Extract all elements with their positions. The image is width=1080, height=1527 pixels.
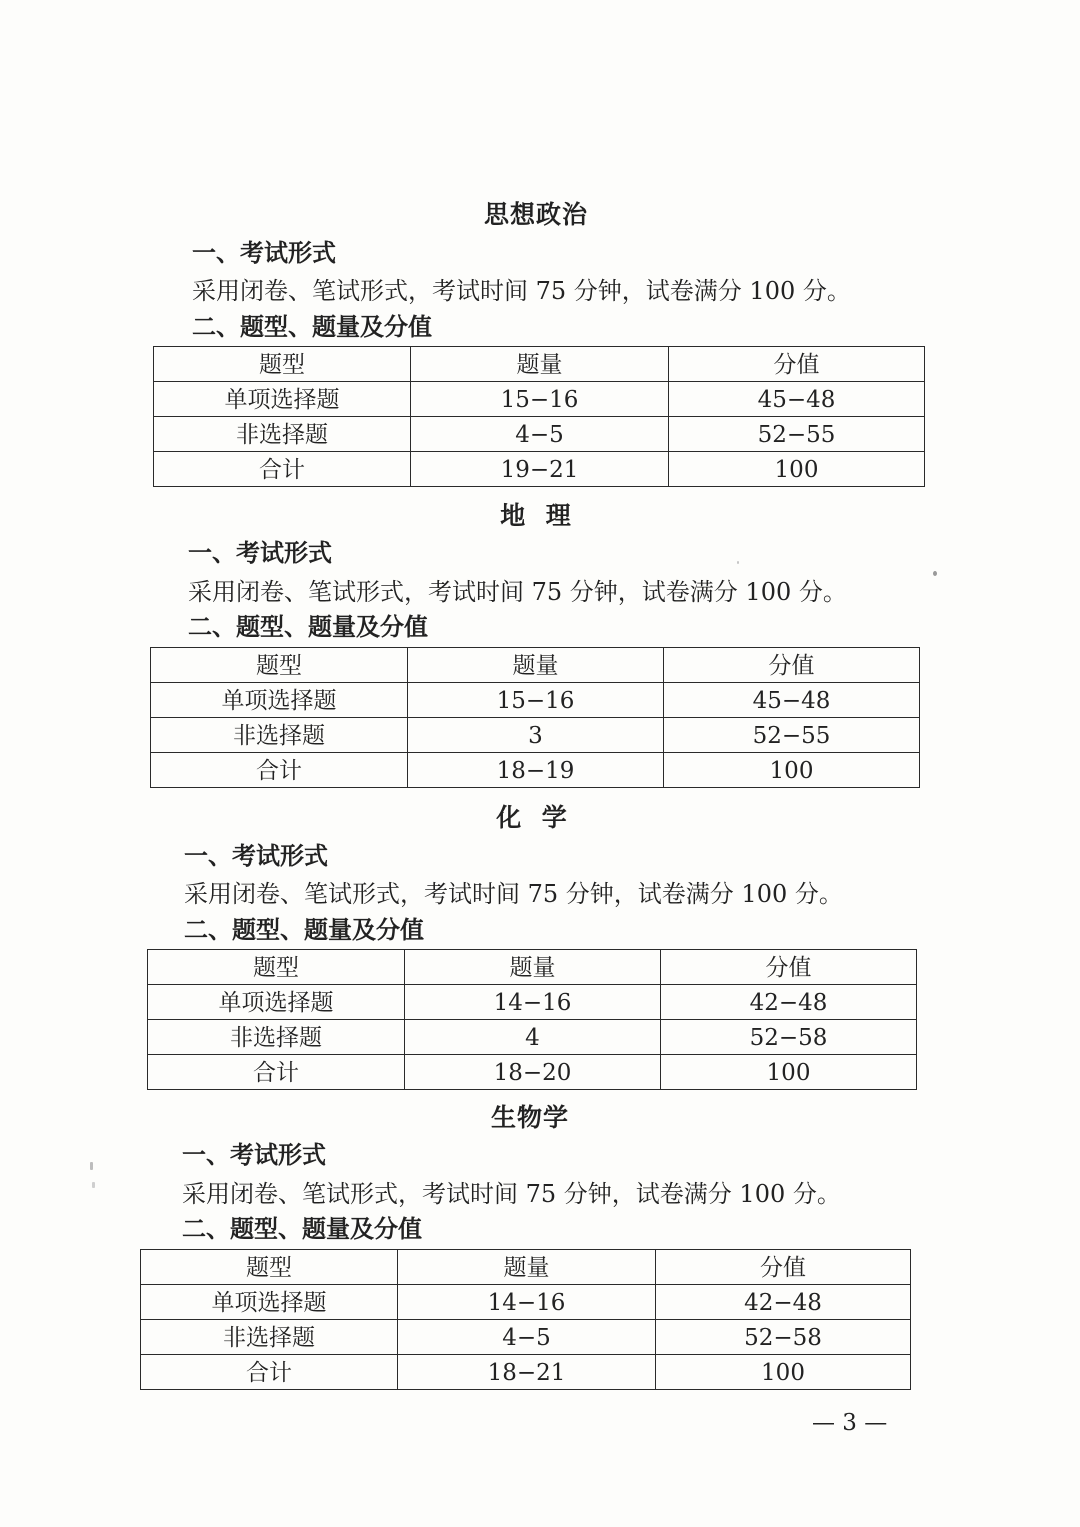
header-cell-count: 题量: [411, 347, 669, 382]
score-table: [140, 1249, 911, 1390]
header-cell-score: 分值: [661, 950, 917, 985]
table-cell: 100: [664, 753, 920, 788]
table-cell: 52−58: [656, 1320, 911, 1355]
score-table: [150, 647, 920, 788]
table-cell: 非选择题: [141, 1320, 398, 1355]
table-cell: 非选择题: [148, 1020, 405, 1055]
table-row: [151, 683, 920, 718]
subject-title: 生物学: [490, 1103, 569, 1132]
header-cell-score: 分值: [669, 347, 925, 382]
exam-format-text: 采用闭卷、笔试形式，考试时间 75 分钟，试卷满分 100 分。: [188, 578, 847, 606]
header-cell-type: 题型: [141, 1250, 398, 1285]
table-row: [148, 1055, 917, 1090]
table-cell: 52−58: [661, 1020, 917, 1055]
table-cell: 非选择题: [151, 718, 408, 753]
page-number: — 3 —: [812, 1410, 888, 1436]
table-cell: 4−5: [398, 1320, 656, 1355]
header-cell-count: 题量: [405, 950, 661, 985]
subject-title: 思想政治: [483, 200, 588, 229]
table-row: [141, 1285, 911, 1320]
table-cell: 100: [656, 1355, 911, 1390]
table-cell: 45−48: [664, 683, 920, 718]
table-cell: 4−5: [411, 417, 669, 452]
exam-format-heading: 一、考试形式: [188, 539, 332, 567]
subject-title: 地 理: [500, 501, 572, 530]
table-row: [148, 985, 917, 1020]
exam-format-text: 采用闭卷、笔试形式，考试时间 75 分钟，试卷满分 100 分。: [182, 1180, 841, 1208]
table-header-row: [141, 1250, 911, 1285]
subject-title: 化 学: [496, 803, 568, 832]
question-types-heading: 二、题型、题量及分值: [188, 613, 428, 641]
table-cell: 100: [661, 1055, 917, 1090]
table-cell: 4: [405, 1020, 661, 1055]
scan-speck: [90, 1162, 93, 1170]
table-header-row: [154, 347, 925, 382]
table-row: [148, 1020, 917, 1055]
question-types-heading: 二、题型、题量及分值: [184, 916, 424, 944]
table-cell: 15−16: [408, 683, 664, 718]
scan-speck: [92, 1182, 95, 1188]
table-cell: 单项选择题: [141, 1285, 398, 1320]
table-cell: 合计: [154, 452, 411, 487]
table-cell: 52−55: [664, 718, 920, 753]
header-cell-type: 题型: [151, 648, 408, 683]
table-cell: 合计: [151, 753, 408, 788]
scan-speck: [933, 571, 937, 576]
exam-format-text: 采用闭卷、笔试形式，考试时间 75 分钟，试卷满分 100 分。: [184, 880, 843, 908]
exam-format-heading: 一、考试形式: [182, 1141, 326, 1169]
table-row: [141, 1320, 911, 1355]
score-table: [153, 346, 925, 487]
table-cell: 45−48: [669, 382, 925, 417]
header-cell-score: 分值: [664, 648, 920, 683]
table-cell: 14−16: [405, 985, 661, 1020]
table-cell: 18−20: [405, 1055, 661, 1090]
score-table: [147, 949, 917, 1090]
table-cell: 18−21: [398, 1355, 656, 1390]
table-row: [151, 718, 920, 753]
header-cell-type: 题型: [148, 950, 405, 985]
table-row: [154, 417, 925, 452]
table-header-row: [151, 648, 920, 683]
table-cell: 15−16: [411, 382, 669, 417]
exam-format-heading: 一、考试形式: [192, 239, 336, 267]
exam-format-heading: 一、考试形式: [184, 842, 328, 870]
table-cell: 单项选择题: [151, 683, 408, 718]
table-cell: 3: [408, 718, 664, 753]
table-row: [151, 753, 920, 788]
table-cell: 14−16: [398, 1285, 656, 1320]
table-cell: 19−21: [411, 452, 669, 487]
header-cell-score: 分值: [656, 1250, 911, 1285]
table-row: [141, 1355, 911, 1390]
header-cell-count: 题量: [398, 1250, 656, 1285]
table-header-row: [148, 950, 917, 985]
header-cell-count: 题量: [408, 648, 664, 683]
table-cell: 42−48: [656, 1285, 911, 1320]
table-cell: 合计: [141, 1355, 398, 1390]
question-types-heading: 二、题型、题量及分值: [192, 313, 432, 341]
table-row: [154, 382, 925, 417]
question-types-heading: 二、题型、题量及分值: [182, 1215, 422, 1243]
table-cell: 52−55: [669, 417, 925, 452]
table-cell: 非选择题: [154, 417, 411, 452]
table-cell: 单项选择题: [148, 985, 405, 1020]
scan-speck: [737, 561, 739, 564]
table-cell: 18−19: [408, 753, 664, 788]
table-cell: 合计: [148, 1055, 405, 1090]
header-cell-type: 题型: [154, 347, 411, 382]
table-cell: 单项选择题: [154, 382, 411, 417]
exam-format-text: 采用闭卷、笔试形式，考试时间 75 分钟，试卷满分 100 分。: [192, 277, 851, 305]
table-cell: 100: [669, 452, 925, 487]
table-row: [154, 452, 925, 487]
table-cell: 42−48: [661, 985, 917, 1020]
